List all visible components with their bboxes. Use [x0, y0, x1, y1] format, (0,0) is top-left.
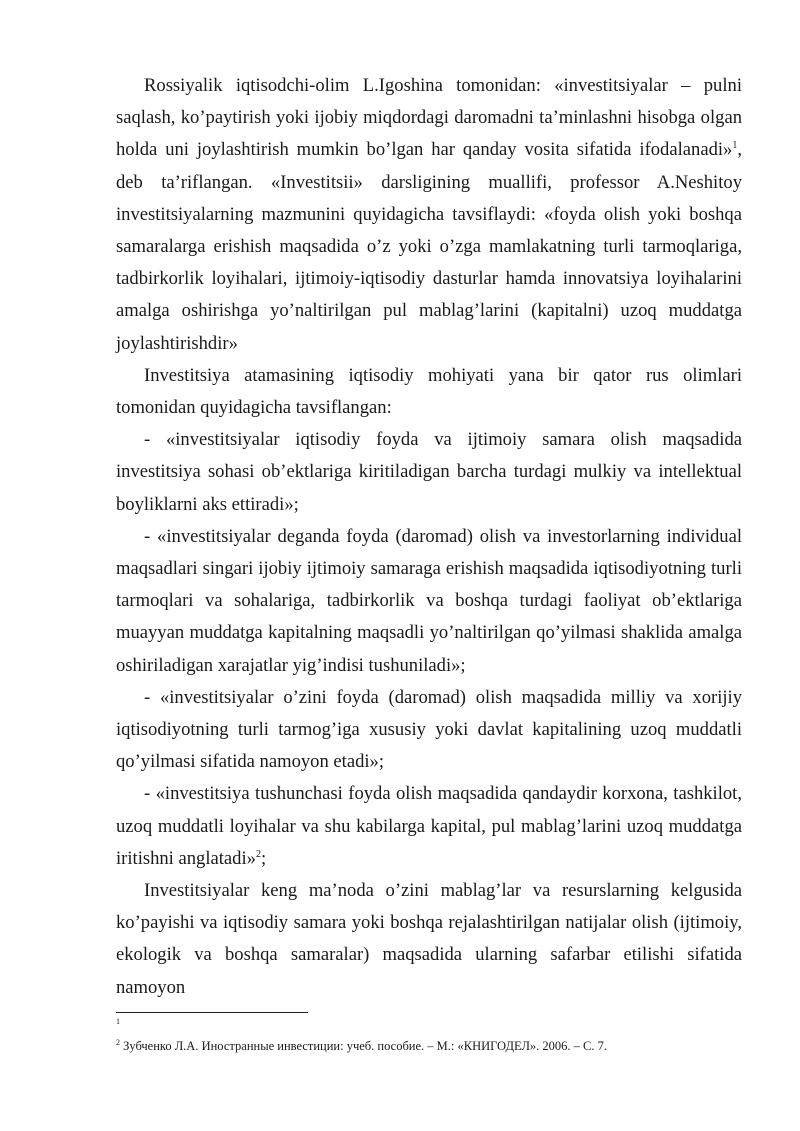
- footnote: [116, 1016, 742, 1037]
- paragraph: Investitsiyalar keng ma’noda o’zini mablag’lar va resurslarning kelgusida ko’payishi va iqtisodiy samara yoki boshqa rejalashtirilgan natijalar olish (ijtimoiy, ekologik va boshqa samaralar) maqsadida ularning safarbar etilishi sifatida namoyon: [116, 880, 742, 998]
- footnote-ref[interactable]: 1: [732, 140, 738, 152]
- paragraph: [116, 70, 742, 360]
- paragraph-text: - «investitsiya tushunchasi foyda olish maqsadida qandaydir korxona, tashkilot, uzoq muddatli loyihalar va shu kabilarga kapital, pul mablag’larini uzoq muddatga iritishni anglatadi»: [116, 783, 742, 869]
- list-item: - «investitsiyalar o’zini foyda (daromad) olish maqsadida milliy va xorijiy iqtisodiyotning turli tarmog’iga xususiy yoki davlat kapitalining uzoq muddatli qo’yilmasi sifatida namoyon etadi»;: [116, 686, 742, 773]
- footnotes: [116, 1016, 742, 1055]
- paragraph-text-tail: , deb ta’riflangan. «Investitsii» darsligining muallifi, professor A.Neshitoy investitsiyalarning mazmunini quyidagicha tavsiflaydi: «foyda olish yoki boshqa samaralarga erishish maqsadida o’z yoki o’zga mamlakatning turli tarmoqlariga, tadbirkorlik loyihalari, ijtimoiy-iqtisodiy dasturlar hamda innovatsiya loyihalarini amalga oshirishga yo’naltirilgan pul mablag’larini (kapitalni) uzoq muddatga joylashtirishdir»: [116, 139, 742, 354]
- list-item: - «investitsiyalar iqtisodiy foyda va ijtimoiy samara olish maqsadida investitsiya sohasi ob’ektlariga kiritiladigan barcha turdagi mulkiy va intellektual boyliklarni aks ettiradi»;: [116, 429, 742, 515]
- body-text: [116, 70, 742, 1004]
- footnote-mark: 1: [116, 1016, 120, 1026]
- list-item: [116, 778, 742, 875]
- list-item: - «investitsiyalar deganda foyda (daromad) olish va investorlarning individual maqsadlari singari ijobiy ijtimoiy samaraga erishish maqsadida iqtisodiyotning turli tarmoqlari va sohalariga, tadbirkorlik va boshqa turdagi faoliyat ob’ektlariga muayyan muddatga kapitalning maqsadli yo’naltirilgan qo’yilmasi shaklida amalga oshiriladigan xarajatlar yig’indisi tushuniladi»;: [116, 525, 742, 676]
- footnote-ref[interactable]: 2: [255, 848, 261, 860]
- paragraph-text-tail: ;: [260, 847, 267, 869]
- footnote-separator: [116, 1012, 308, 1013]
- footnote-mark: 2: [116, 1037, 120, 1047]
- paragraph-text: Rossiyalik iqtisodchi-olim L.Igoshina tomonidan: «investitsiyalar – pulni saqlash, ko’paytirish yoki ijobiy miqdordagi daromadni ta’minlashni hisobga olgan holda uni joylashtirish mumkin bo’lgan har qanday vosita sifatida ifodalanadi»: [116, 75, 742, 161]
- footnote: [116, 1037, 742, 1055]
- footnote-text: Зубченко Л.А. Иностранные инвестиции: учеб. пособие. – М.: «КНИГОДЕЛ». 2006. – С. 7.: [120, 1039, 608, 1053]
- paragraph: Investitsiya atamasining iqtisodiy mohiyati yana bir qator rus olimlari tomonidan quyidagicha tavsiflangan:: [116, 364, 742, 419]
